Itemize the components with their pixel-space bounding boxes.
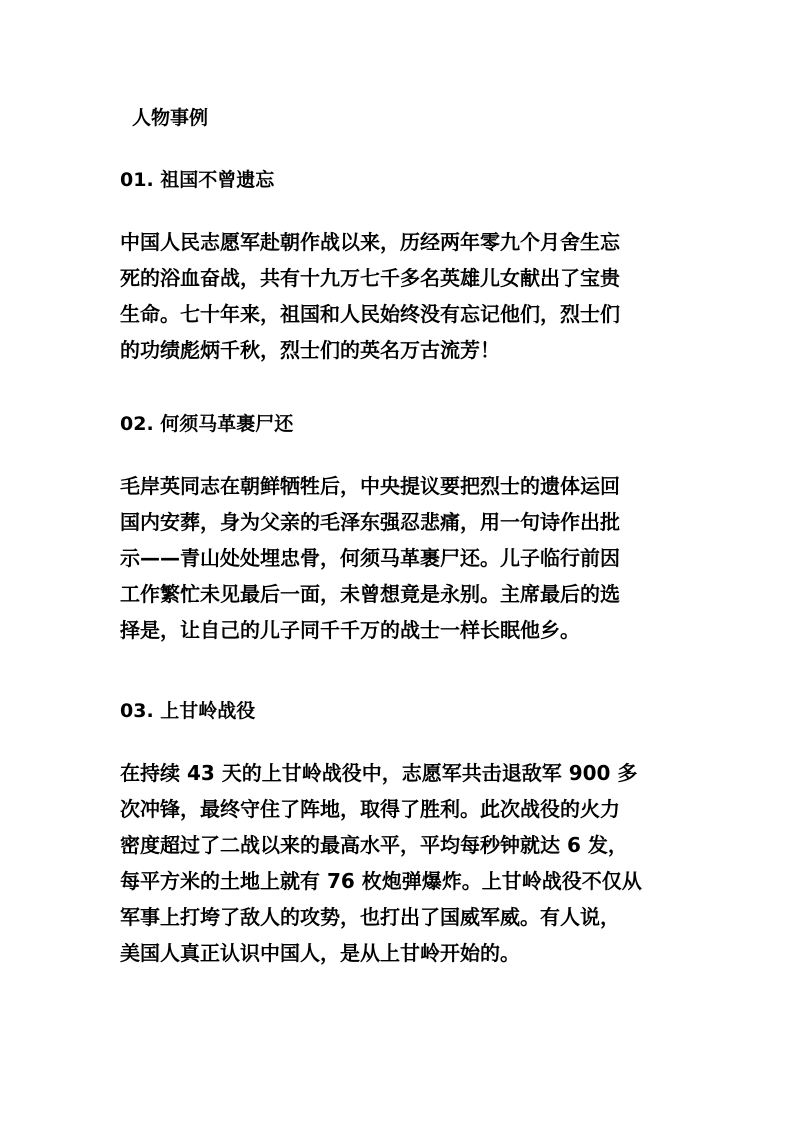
section-heading-03: 03. 上甘岭战役 <box>120 700 256 722</box>
paragraph-line: 国内安葬，身为父亲的毛泽东强忍悲痛，用一句诗作出批 <box>120 510 620 534</box>
paragraph-line: 军事上打垮了敌人的攻势，也打出了国威军威。有人说， <box>120 905 620 929</box>
paragraph-line: 生命。七十年来，祖国和人民始终没有忘记他们，烈士们 <box>120 302 620 326</box>
paragraph-line: 次冲锋，最终守住了阵地，取得了胜利。此次战役的火力 <box>120 797 620 821</box>
section-paragraph-02 <box>120 468 680 648</box>
paragraph-line: 毛岸英同志在朝鲜牺牲后，中央提议要把烈士的遗体运回 <box>120 474 620 498</box>
section-heading-02: 02. 何须马革裹尸还 <box>120 413 294 435</box>
paragraph-line: 的功绩彪炳千秋，烈士们的英名万古流芳！ <box>120 338 500 362</box>
paragraph-line: 择是，让自己的儿子同千千万的战士一样长眠他乡。 <box>120 618 580 642</box>
document-title: 人物事例 <box>132 107 209 129</box>
paragraph-line: 在持续 43 天的上甘岭战役中，志愿军共击退敌军 900 多 <box>120 761 638 785</box>
paragraph-line: 美国人真正认识中国人，是从上甘岭开始的。 <box>120 941 520 965</box>
paragraph-line: 密度超过了二战以来的最高水平，平均每秒钟就达 6 发， <box>120 833 628 857</box>
paragraph-line: 每平方米的土地上就有 76 枚炮弹爆炸。上甘岭战役不仅从 <box>120 869 642 893</box>
paragraph-line: 中国人民志愿军赴朝作战以来，历经两年零九个月舍生忘 <box>120 230 620 254</box>
section-heading-01: 01. 祖国不曾遗忘 <box>120 169 275 191</box>
paragraph-line: 死的浴血奋战，共有十九万七千多名英雄儿女献出了宝贵 <box>120 266 620 290</box>
section-paragraph-03 <box>120 755 680 971</box>
section-paragraph-01 <box>120 224 680 368</box>
paragraph-line: 工作繁忙未见最后一面，未曾想竟是永别。主席最后的选 <box>120 582 620 606</box>
paragraph-line: 示——青山处处埋忠骨，何须马革裹尸还。儿子临行前因 <box>120 546 620 570</box>
